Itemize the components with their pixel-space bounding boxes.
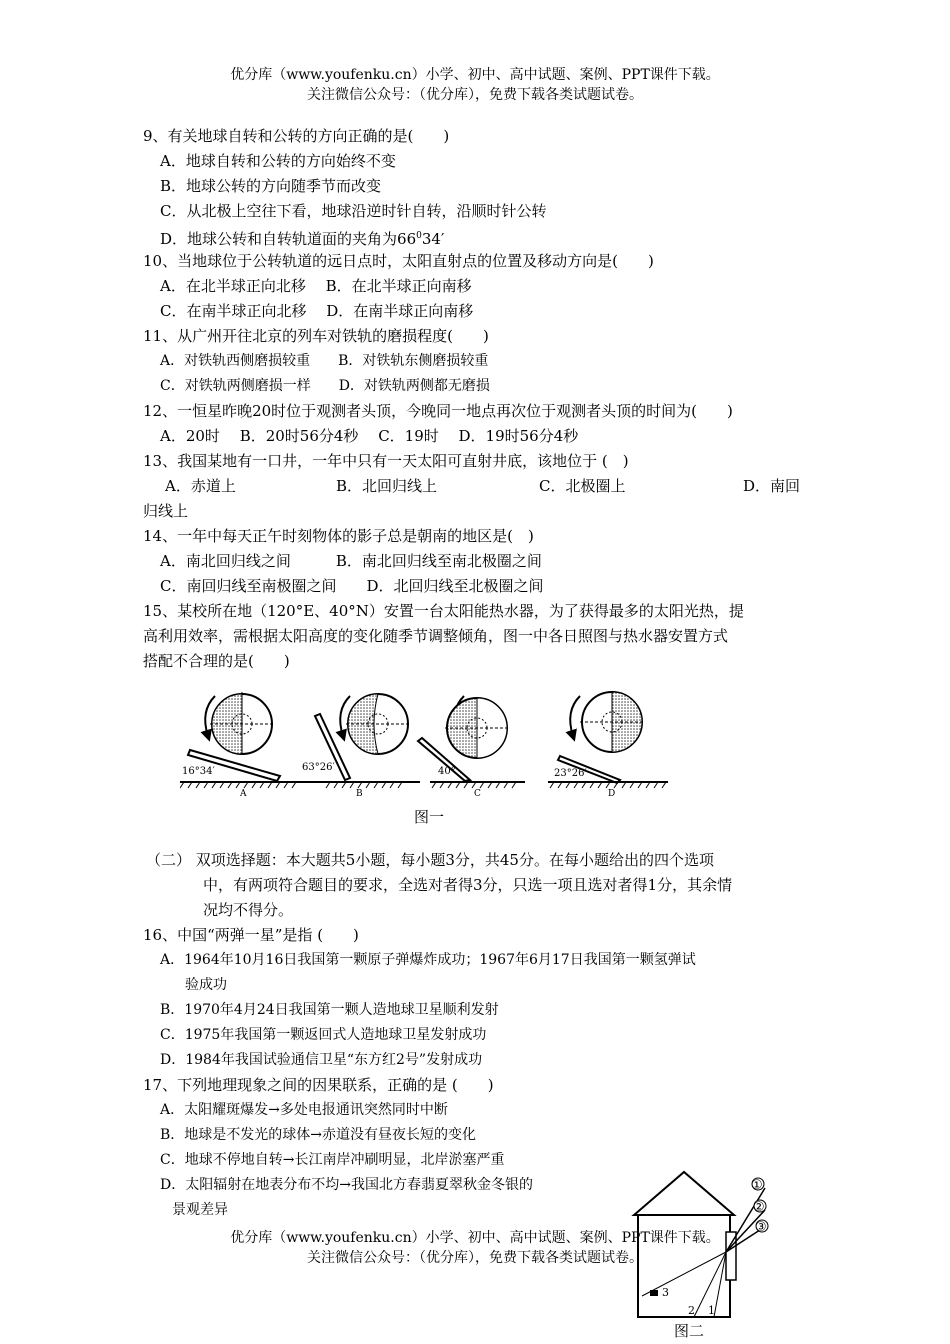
panel-b-letter: B [356, 789, 363, 798]
q17-option-a: A．太阳耀斑爆发→多处电报通讯突然同时中断 [160, 1102, 448, 1118]
q15-line-1: 15、某校所在地（120°E、40°N）安置一台太阳能热水器，为了获得最多的太阳光热，提 [143, 602, 744, 620]
section-2-line-2: 中，有两项符合题目的要求，全选对者得3分，只选一项且选对者得1分，其余情 [203, 876, 733, 894]
q13-option-d-cont: 归线上 [143, 502, 189, 520]
q17-option-b: B．地球是不发光的球体→赤道没有昼夜长短的变化 [160, 1127, 477, 1143]
figure-1-panel-c [418, 696, 525, 788]
q10-stem: 10、当地球位于公转轨道的远日点时，太阳直射点的位置及移动方向是( ) [143, 252, 654, 270]
q16-option-d: D．1984年我国试验通信卫星“东方红2号”发射成功 [160, 1052, 483, 1068]
header-line-2: 关注微信公众号：（优分库），免费下载各类试题试卷。 [307, 87, 643, 103]
panel-a-letter: A [240, 789, 247, 798]
ray-label-3: ③ [755, 1220, 767, 1235]
q9-option-c: C．从北极上空往下看，地球沿逆时针自转，沿顺时针公转 [160, 202, 547, 220]
q14-options-cd: C．南回归线至南极圈之间 D．北回归线至北极圈之间 [160, 577, 544, 595]
q16-option-b: B．1970年4月24日我国第一颗人造地球卫星顺利发射 [160, 1002, 499, 1018]
header-line-1: 优分库（www.youfenku.cn）小学、初中、高中试题、案例、PPT课件下载。 [230, 67, 720, 83]
figure-1-panel-b [300, 694, 420, 788]
q17-option-d: D．太阳辐射在地表分布不均→我国北方春翡夏翠秋金冬银的 [160, 1177, 533, 1193]
panel-c-angle: 40° [438, 766, 456, 777]
q9-option-d-sup: 0 [416, 231, 422, 241]
house-roof [634, 1172, 734, 1215]
q9-option-d [160, 226, 444, 249]
q14-stem: 14、一年中每天正午时刻物体的影子总是朝南的地区是( ) [143, 527, 534, 545]
q9-option-a: A．地球自转和公转的方向始终不变 [160, 152, 396, 170]
q13-option-c: C．北极圈上 [539, 477, 626, 495]
q11-stem: 11、从广州开往北京的列车对铁轨的磨损程度( ) [143, 327, 489, 345]
q12-options: A．20时 B．20时56分4秒 C．19时 D．19时56分4秒 [160, 427, 579, 445]
q17-option-d-cont: 景观差异 [172, 1202, 228, 1218]
q15-line-2: 高利用效率，需根据太阳高度的变化随季节调整倾角，图一中各日照图与热水器安置方式 [143, 627, 729, 645]
figure-1 [180, 686, 680, 798]
figure-2-caption: 图二 [674, 1322, 705, 1340]
q13-option-b: B．北回归线上 [336, 477, 438, 495]
section-2-line-3: 况均不得分。 [203, 901, 294, 919]
q9-option-d-end: 34′ [421, 230, 445, 248]
q14-options-ab: A．南北回归线之间 B．南北回归线至南北极圈之间 [160, 552, 542, 570]
q13-option-d: D．南回 [743, 477, 801, 495]
q10-options-cd: C．在南半球正向北移 D．在南半球正向南移 [160, 302, 474, 320]
floor-label-2: 2 [688, 1304, 695, 1317]
panel-d-letter: D [608, 789, 616, 798]
q16-option-a: A．1964年10月16日我国第一颗原子弹爆炸成功；1967年6月17日我国第一颗氢弹试 [160, 952, 696, 968]
q10-options-ab: A．在北半球正向北移 B．在北半球正向南移 [160, 277, 472, 295]
section-2-line-1: （二） 双项选择题：本大题共5小题，每小题3分，共45分。在每小题给出的四个选项 [146, 851, 714, 869]
panel-b-angle: 63°26′ [302, 762, 335, 773]
q9-option-d-text: D．地球公转和自转轨道面的夹角为66 [160, 230, 417, 248]
q15-line-3: 搭配不合理的是( ) [143, 652, 290, 670]
panel-d-rotation-arrow [570, 696, 580, 736]
q9-option-b: B．地球公转的方向随季节而改变 [160, 177, 382, 195]
floor-label-3: 3 [662, 1286, 669, 1299]
figure-1-caption: 图一 [414, 808, 445, 826]
q17-stem: 17、下列地理现象之间的因果联系，正确的是 ( ) [143, 1076, 494, 1094]
footer-line-2: 关注微信公众号：（优分库），免费下载各类试题试卷。 [307, 1250, 643, 1266]
footer-line-1: 优分库（www.youfenku.cn）小学、初中、高中试题、案例、PPT课件下载。 [230, 1230, 720, 1246]
ray-label-2: ② [753, 1200, 765, 1215]
panel-d-angle: 23°26′ [554, 768, 587, 779]
panel-c-letter: C [474, 789, 481, 798]
q11-options-ab: A．对铁轨西侧磨损较重 B．对铁轨东侧磨损较重 [160, 353, 489, 369]
q13-stem: 13、我国某地有一口井，一年中只有一天太阳可直射井底，该地位于 ( ) [143, 452, 629, 470]
q11-options-cd: C．对铁轨两侧磨损一样 D．对铁轨两侧都无磨损 [160, 378, 490, 394]
q16-option-a-cont: 验成功 [185, 977, 227, 993]
q12-stem: 12、一恒星昨晚20时位于观测者头顶，今晚同一地点再次位于观测者头顶的时间为( ) [143, 402, 733, 420]
ray-label-1: ① [751, 1178, 763, 1193]
q17-option-c: C．地球不停地自转→长江南岸冲刷明显，北岸淤塞严重 [160, 1152, 505, 1168]
q9-stem: 9、有关地球自转和公转的方向正确的是( ) [143, 127, 450, 145]
floor-label-1: 1 [708, 1304, 715, 1317]
q13-option-a: A．赤道上 [165, 477, 236, 495]
q16-stem: 16、中国“两弹一星”是指 ( ) [143, 926, 359, 944]
q16-option-c: C．1975年我国第一颗返回式人造地球卫星发射成功 [160, 1027, 487, 1043]
panel-a-angle: 16°34′ [182, 766, 215, 777]
